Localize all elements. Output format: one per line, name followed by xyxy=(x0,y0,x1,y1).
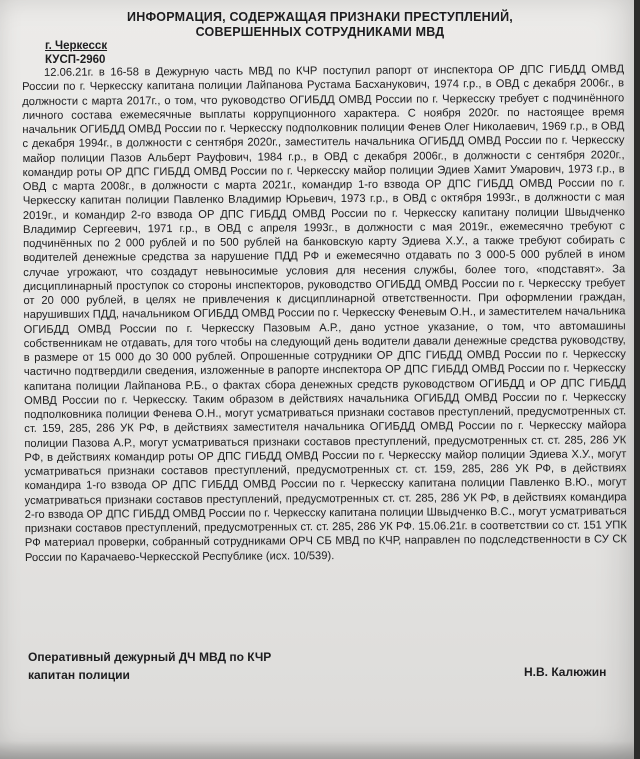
report-body-text: 12.06.21г. в 16-58 в Дежурную часть МВД по КЧР поступил рапорт от инспектора ОР ДПС ГИБДД ОМВД России по г. Черкесску капитана полиции Лайпанова Рустама Басханукович, 1974 г.р., в ОВД с декабря 2006г., в должности с марта 2017г., о том, что руководство ОГИБДД ОМВД России по г. Черкесску требует с подчинённого личного состава ежемесячные выплаты коррупционного характера. С ноября 2020г. по настоящее время начальник ОГИБДД ОМВД России по г. Черкесску подполковник полиции Фенев Олег Николаевич, 1969 г.р., в ОВД с декабря 1994г., в должности с сентября 2020г., заместитель начальника ОГИБДД ОМВД России по г. Черкесску майор полиции Пазов Альберт Рауфович, 1984 г.р., в ОВД с декабря 2006г., в должности с сентября 2020г., командир роты ОР ДПС ГИБДД ОМВД России по г. Черкесску майор полиции Эдиев Хамит Умарович, 1973 г.р., в ОВД с марта 2008г., в должности с марта 2021г., командир 1-го взвода ОР ДПС ГИБДД ОМВД России по г. Черкесску капитан полиции Павленко Владимир Юрьевич, 1973 г.р., в ОВД с октября 1993г., в должности с мая 2019г., и командир 2-го взвода ОР ДПС ГИБДД ОМВД России по г. Черкесску капитану полиции Швыдченко Владимир Сергеевич, 1971 г.р., в ОВД с апреля 1993г., в должности с мая 2019г., ежемесячно требуют с подчинённых по 2 000 рублей и по 500 рублей на банковскую карту Эдиева Х.У., а также требуют собирать с водителей денежные средства за нарушение ПДД РФ и ежемесячно отдавать по 3 000-5 000 рублей в ином случае угрожают, что создадут невыносимые условия для несения службы, более того, «подставят». За дисциплинарный проступок со стороны инспекторов, руководство ОГИБДД ОМВД России по г. Черкесску требует от 20 000 рублей, в целях не привлечения к дисциплинарной ответственности. При оформлении граждан, нарушивших ПДД, начальником ОГИБДД ОМВД России по г. Черкесску Феневым О.Н., и заместителем начальника ОГИБДД ОМВД России по г. Черкесску Пазовым А.Р., дано устное указание, о том, что автомашины собственникам не отдавать, для того чтобы на следующий день водители давали денежные средства руководству, в размере от 15 000 до 30 000 рублей. Опрошенные сотрудники ОР ДПС ГИБДД ОМВД России по г. Черкесску частично подтвердили сведения, изложенные в рапорте инспектора ОР ДПС ГИБДД ОМВД России по г. Черкесску капитана полиции Лайпанова Р.Б., о фактах сбора денежных средств руководством ОГИБДД и ОР ДПС ГИБДД ОМВД России по г. Черкесску. Таким образом в действиях начальника ОГИБДД ОМВД России по г. Черкесску подполковника полиции Фенева О.Н., могут усматриваться признаки составов преступлений, предусмотренных ст. ст. 159, 285, 286 УК РФ, в действиях заместителя начальника ОГИБДД ОМВД России по г. Черкесску майора полиции Пазова А.Р., могут усматриваться признаки составов преступлений, предусмотренных ст. ст. 285, 286 УК РФ, в действиях командир роты ОР ДПС ГИБДД ОМВД России по г. Черкесску майор полиции Эдиева Х.У., могут усматриваться признаки составов преступлений, предусмотренных ст. ст. 159, 285, 286 УК РФ, в действиях командира 1-го взвода ОР ДПС ГИБДД ОМВД России по г. Черкесску капитана полиции Павленко В.Ю., могут усматриваться признаки составов преступлений, предусмотренных ст. ст. 285, 286 УК РФ, в действиях командира 2-го взвода ОР ДПС ГИБДД ОМВД России по г. Черкесску капитана полиции Швыдченко В.С., могут усматриваться признаки составов преступлений, предусмотренных ст. ст. 285, 286 УК РФ. 15.06.21г. в соответствии со ст. 151 УПК РФ материал проверки, собранный сотрудниками ОРЧ СБ МВД по КЧР, направлен по подследственности в СУ СК России по Карачаево-Черкесской Республике (исх. 10/539). xyxy=(22,63,627,564)
page-edge-shadow xyxy=(634,0,640,759)
signatory-name: Н.В. Калюжин xyxy=(524,665,607,679)
place-label: г. Черкесск xyxy=(45,40,108,52)
registration-number: КУСП-2960 xyxy=(45,54,106,66)
heading-line-1: ИНФОРМАЦИЯ, СОДЕРЖАЩАЯ ПРИЗНАКИ ПРЕСТУПЛЕНИЙ, xyxy=(127,10,513,24)
bottom-shadow xyxy=(0,741,640,759)
signatory-position-line-2: капитан полиции xyxy=(28,668,130,682)
signatory-position-line-1: Оперативный дежурный ДЧ МВД по КЧР xyxy=(28,650,272,664)
heading-line-2: СОВЕРШЕННЫХ СОТРУДНИКАМИ МВД xyxy=(195,25,445,39)
document-heading xyxy=(0,10,640,40)
